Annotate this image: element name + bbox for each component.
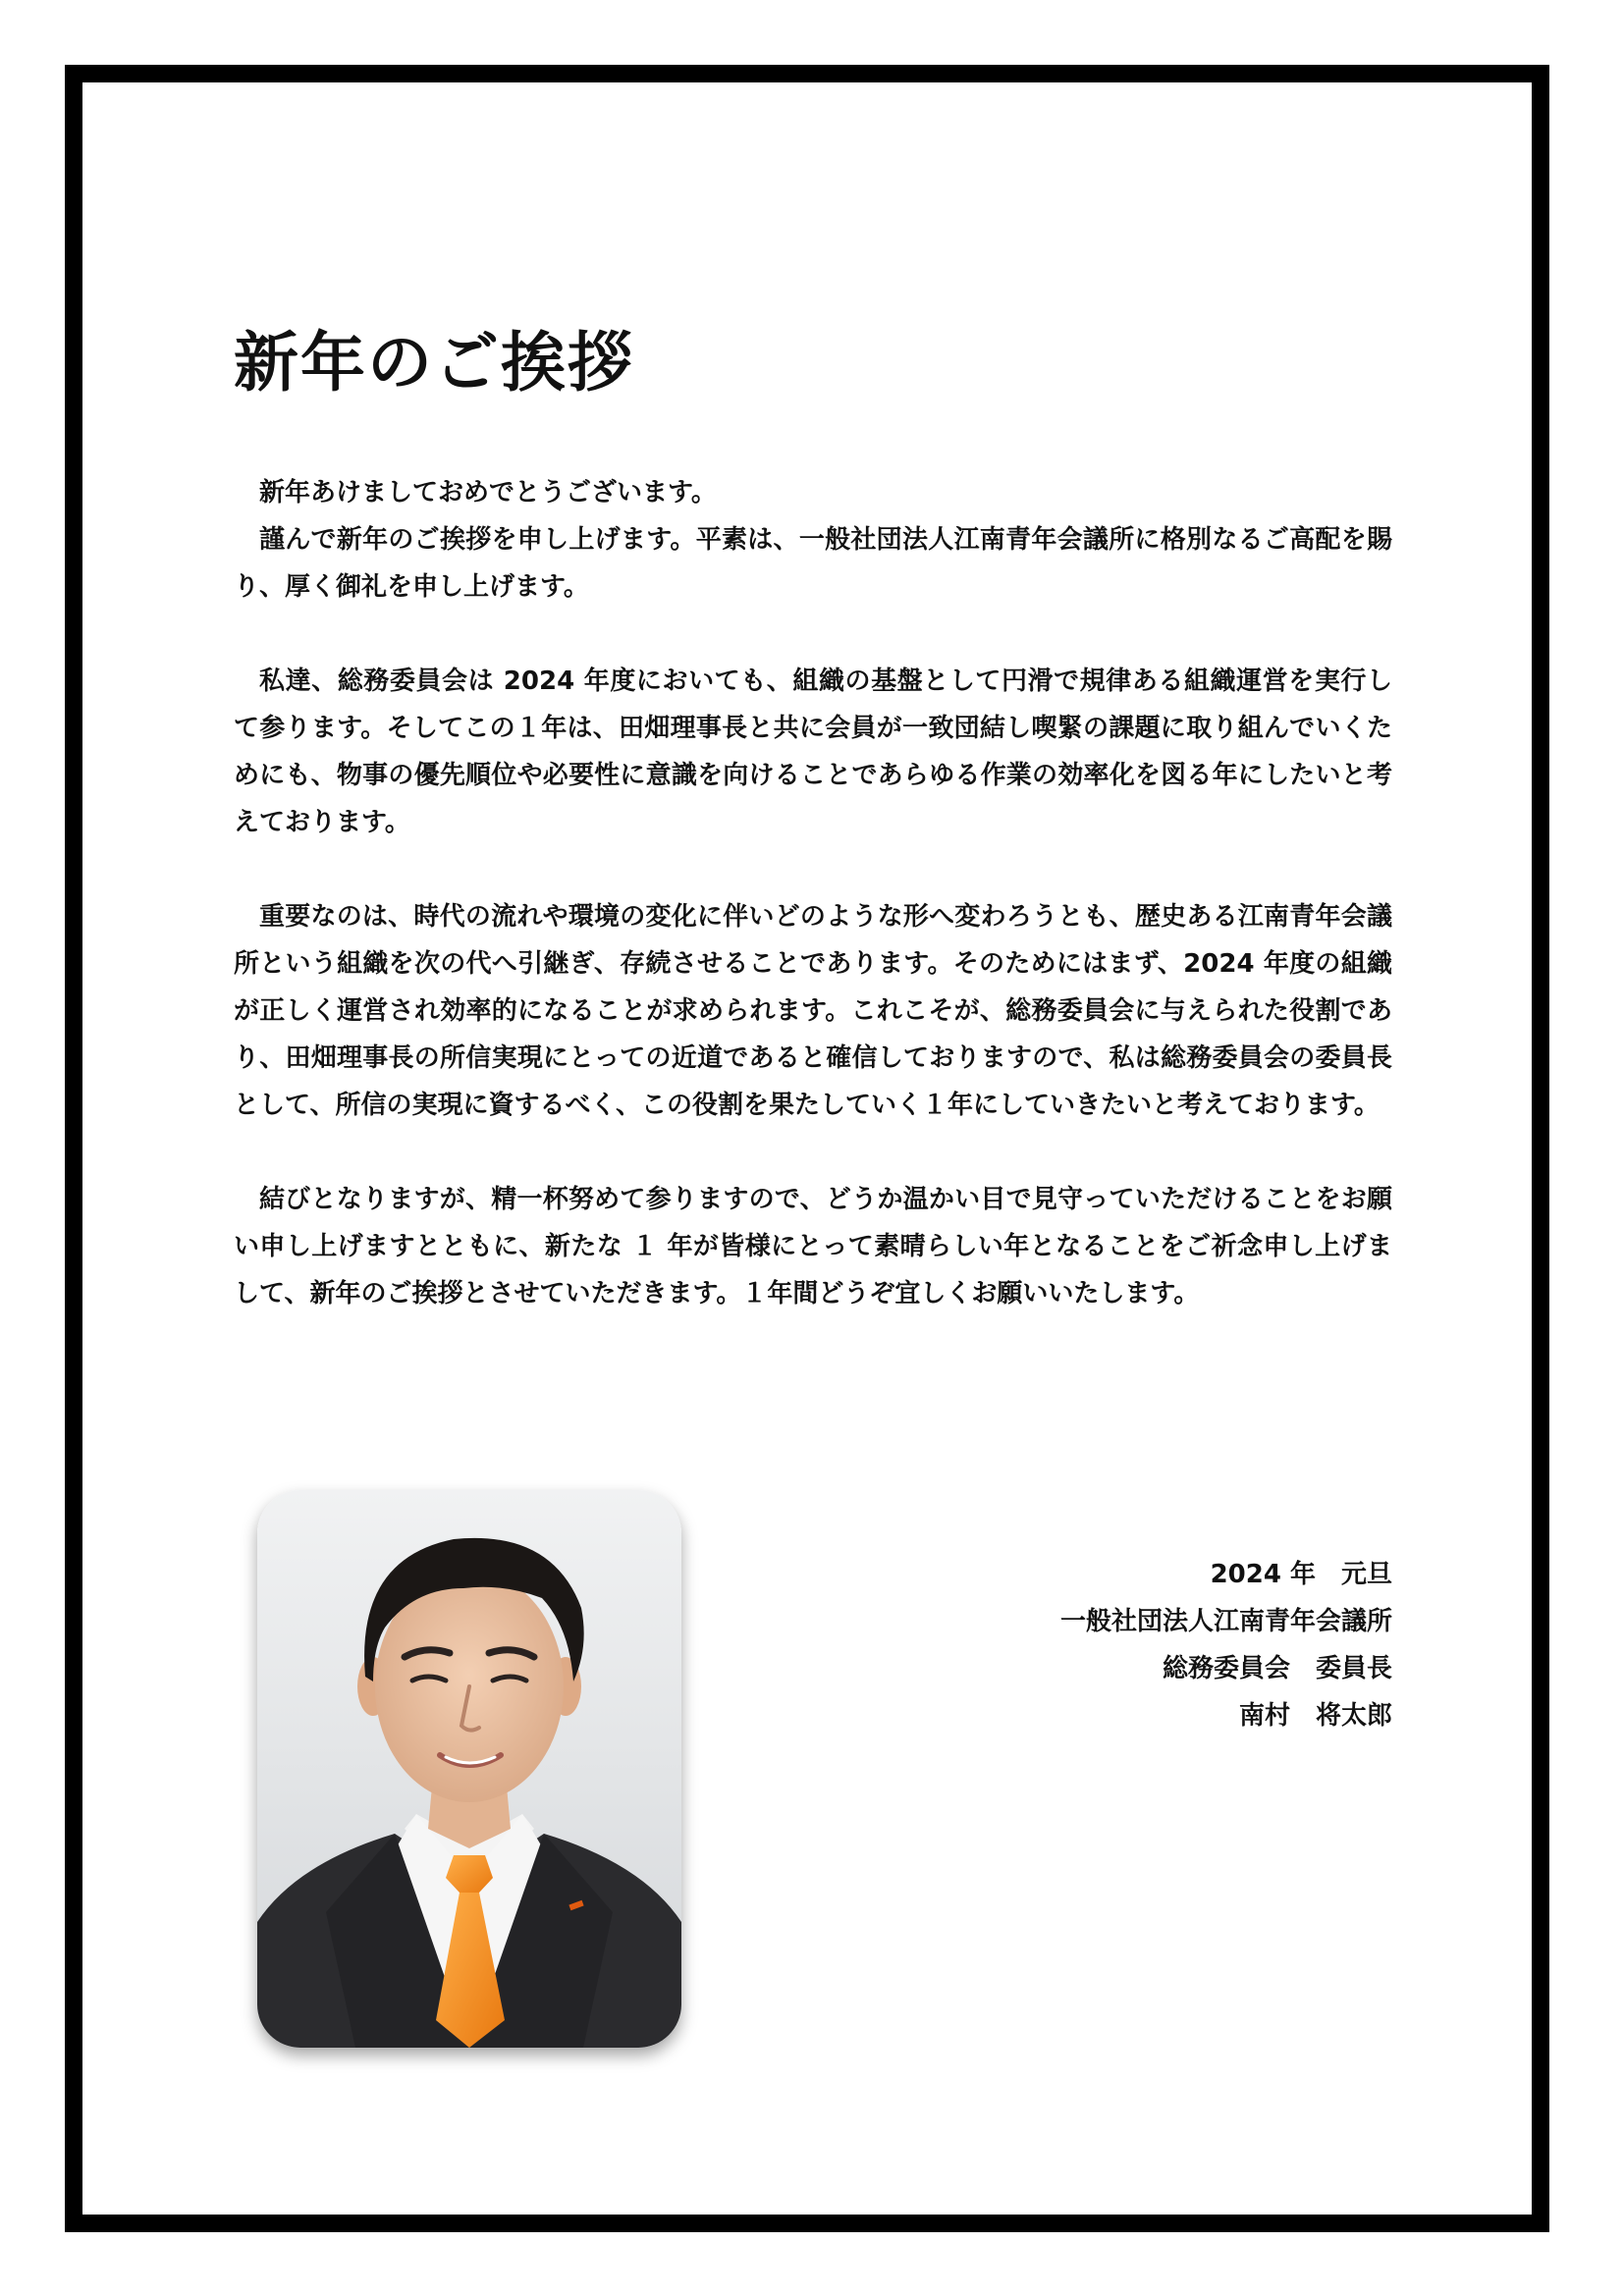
greeting-paragraph-2: 私達、総務委員会は 2024 年度においても、組織の基盤として円滑で規律ある組織運営を実行して参ります。そしてこの１年は、田畑理事長と共に会員が一致団結し喫緊の課題に取り組んでいくためにも、物事の優先順位や必要性に意識を向けることであらゆる作業の効率化を図る年にしたいと考えております。 — [234, 667, 1392, 837]
greeting-line-opening: 新年あけましておめでとうございます。 — [259, 478, 717, 507]
greeting-paragraph-4: 結びとなりますが、精一杯努めて参りますので、どうか温かい目で見守っていただけることをお願い申し上げますとともに、新たな １ 年が皆様にとって素晴らしい年となることをご祈念申し上げまして、新年のご挨拶とさせていただきます。１年間どうぞ宜しくお願いいたします。 — [234, 1185, 1392, 1308]
portrait-illustration — [257, 1490, 681, 2048]
page-title: 新年のご挨拶 — [234, 325, 634, 400]
signature-organization: 一般社団法人江南青年会議所 — [1059, 1607, 1392, 1636]
signature-block — [1060, 1551, 1392, 1739]
signature-date: 2024 年 元旦 — [1210, 1560, 1392, 1589]
signature-name: 南村 将太郎 — [1238, 1701, 1392, 1731]
signature-role: 総務委員会 委員長 — [1162, 1654, 1392, 1683]
greeting-paragraph-3: 重要なのは、時代の流れや環境の変化に伴いどのような形へ変わろうとも、歴史ある江南青年会議所という組織を次の代へ引継ぎ、存続させることであります。そのためにはまず、2024 年度の組織が正しく運営され効率的になることが求められます。これこそが、総務委員会に与えられた役割であり、田畑理事長の所信実現にとっての近道であると確信しておりますので、私は総務委員会の委員長として、所信の実現に資するべく、この役割を果たしていく１年にしていきたいと考えております。 — [234, 902, 1392, 1120]
greeting-paragraph-1: 謹んで新年のご挨拶を申し上げます。平素は、一般社団法人江南青年会議所に格別なるご高配を賜り、厚く御礼を申し上げます。 — [234, 525, 1392, 602]
greeting-body — [234, 469, 1392, 1364]
portrait-photo — [257, 1490, 681, 2048]
